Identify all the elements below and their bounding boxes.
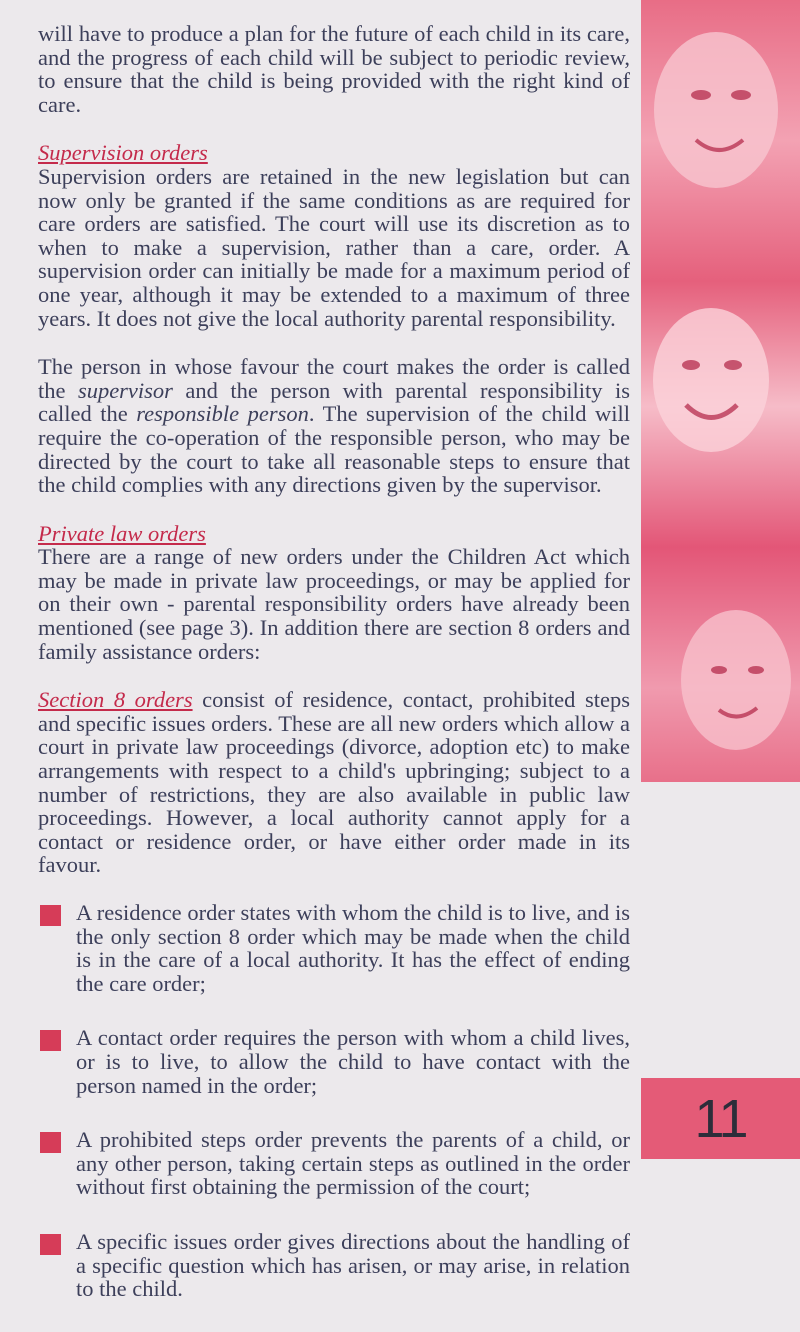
private-law-paragraph: There are a range of new orders under the Children Act which may be made in private law proceedings, or may be applied for on their own - parental responsibility orders have already been mentioned (see page 3). In addition there are section 8 orders and family assistance orders: bbox=[38, 544, 630, 664]
body-text bbox=[38, 22, 630, 1332]
section8-text: consist of residence, contact, prohibited steps and specific issues orders. These are all new orders which allow a court in private law proceedings (divorce, adoption etc) to make arrangements with respect to a child's upbringing; subject to a number of restrictions, they are also available in public law proceedings. However, a local authority cannot apply for a contact or residence order, or have either order made in its favour. bbox=[38, 687, 630, 878]
list-item bbox=[38, 1128, 630, 1199]
section8-paragraph bbox=[38, 688, 630, 877]
section8-section bbox=[38, 688, 630, 877]
children-photo-illustration bbox=[641, 0, 800, 782]
supervision-paragraph-2 bbox=[38, 355, 630, 497]
term-responsible-person: responsible person bbox=[136, 401, 309, 427]
list-item-text: A contact order requires the person with whom a child lives, or is to live, to allow the child to have contact with the person named in the order; bbox=[76, 1025, 630, 1098]
intro-paragraph: will have to produce a plan for the future of each child in its care, and the progress of each child will be subject to periodic review, to ensure that the child is being provided with the right kind of care. bbox=[38, 21, 630, 117]
private-law-heading: Private law orders bbox=[38, 520, 206, 546]
supervision-section bbox=[38, 141, 630, 496]
text-span: The person in whose favour the court makes the order is called the bbox=[38, 354, 630, 403]
list-item-text: A specific issues order gives directions about the handling of a specific question which has arisen, or may arise, in relation to the child. bbox=[76, 1228, 630, 1302]
list-item-text: A prohibited steps order prevents the parents of a child, or any other person, taking certain steps as outlined in the order without first obtaining the permission of the court; bbox=[76, 1127, 630, 1200]
square-bullet-icon bbox=[40, 905, 61, 926]
square-bullet-icon bbox=[40, 1132, 61, 1153]
order-types-list bbox=[38, 901, 630, 1301]
term-supervisor: supervisor bbox=[77, 377, 173, 403]
list-item bbox=[38, 901, 630, 995]
page-number-box bbox=[641, 1078, 800, 1159]
supervision-paragraph-1: Supervision orders are retained in the new legislation but can now only be granted if the same conditions as are required for care orders are satisfied. The court will use its discretion as to when to make a supervision, rather than a care, order. A supervision order can initially be made for a maximum period of one year, although it may be extended to a maximum of three years. It does not give the local authority parental responsibility. bbox=[38, 163, 630, 331]
list-item-text: A residence order states with whom the child is to live, and is the only section 8 order which may be made when the child is in the care of a local authority. It has the effect of ending the care order; bbox=[76, 900, 630, 996]
supervision-heading: Supervision orders bbox=[38, 140, 208, 166]
square-bullet-icon bbox=[40, 1234, 61, 1255]
list-item bbox=[38, 1230, 630, 1301]
children-photo bbox=[641, 0, 800, 782]
page-number: 11 bbox=[694, 1088, 747, 1149]
section8-lead: Section 8 orders bbox=[38, 687, 193, 713]
text-span: and the person with parental responsibility is called the bbox=[38, 377, 630, 427]
list-item bbox=[38, 1026, 630, 1097]
square-bullet-icon bbox=[40, 1030, 61, 1051]
private-law-section bbox=[38, 522, 630, 664]
text-span: . The supervision of the child will require the co-operation of the responsible person, who may be directed by the court to take all reasonable steps to ensure that the child complies with any directions given by the supervisor. bbox=[38, 401, 630, 498]
